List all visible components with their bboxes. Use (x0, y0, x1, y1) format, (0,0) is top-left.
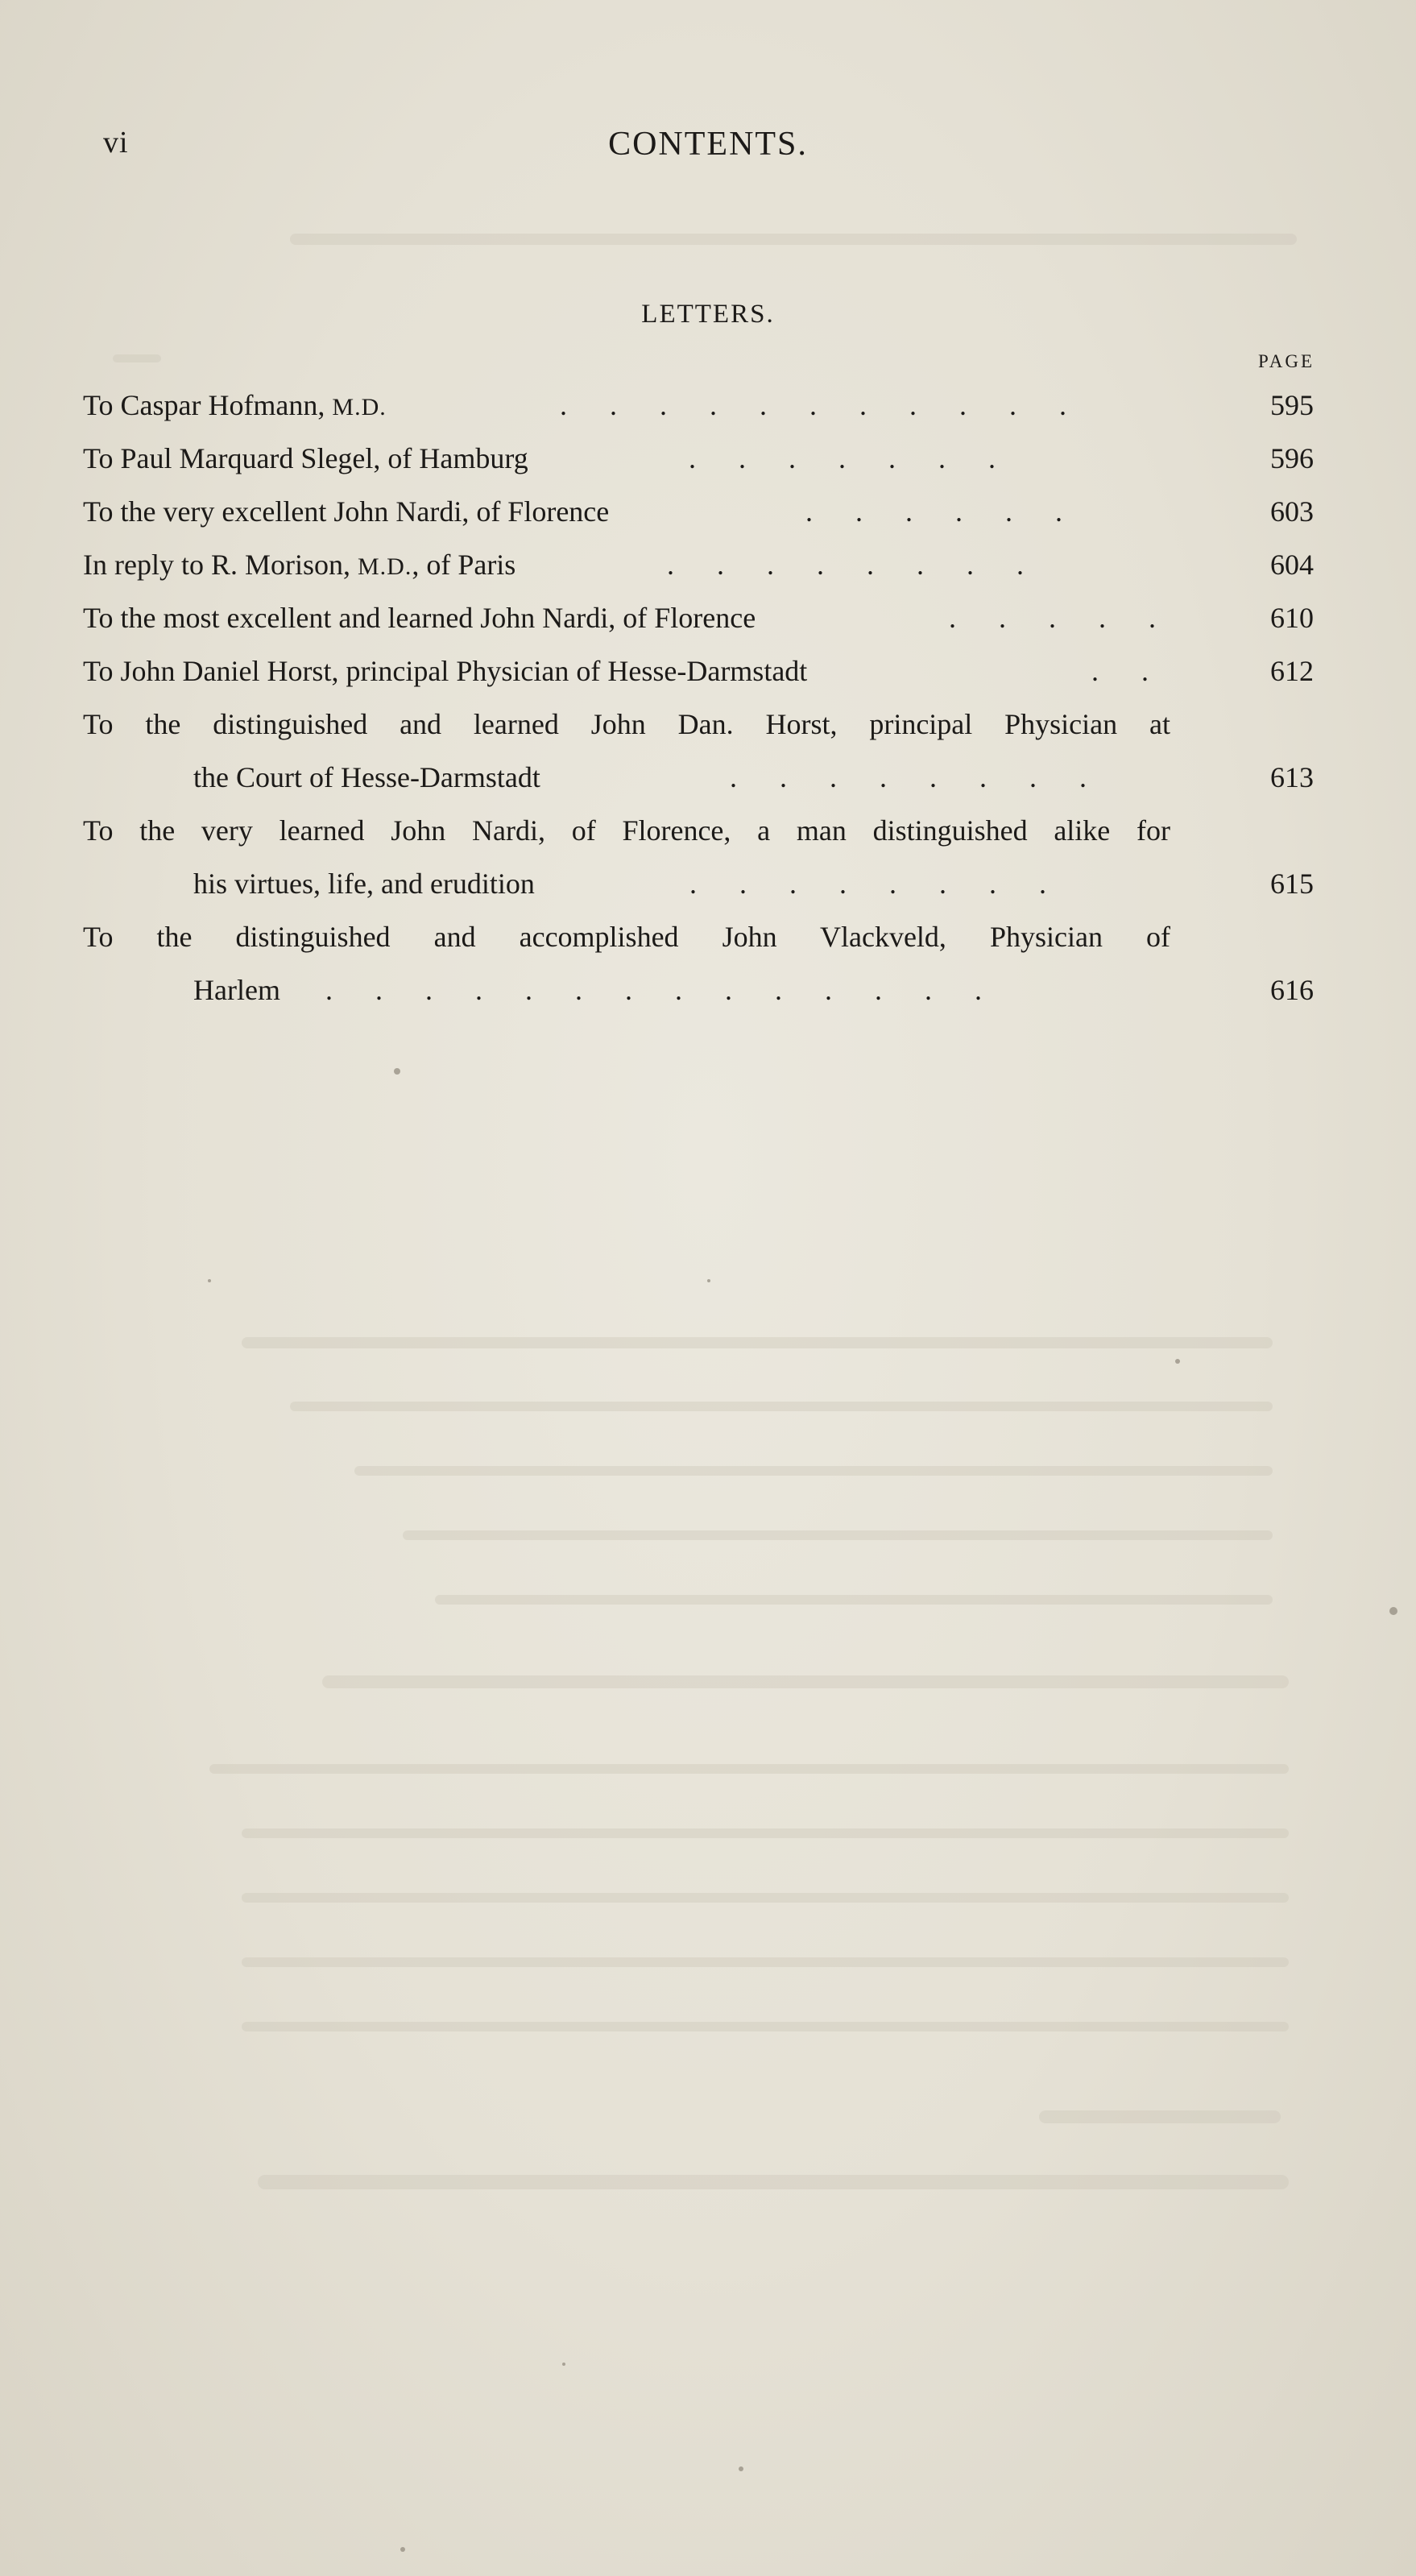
entry-page-number: 595 (1270, 389, 1314, 421)
entry-title: To Paul Marquard Slegel, of Hamburg (83, 442, 528, 474)
entry-page-number: 604 (1270, 549, 1314, 581)
entry-title-line-1: To the distinguished and learned John Dan. Horst, principal Physician at (83, 708, 1170, 740)
toc-entry (83, 379, 1314, 432)
page-column-label: PAGE (1258, 351, 1315, 371)
toc-entry (83, 698, 1314, 804)
entry-title: To John Daniel Horst, principal Physician of Hesse-Darmstadt (83, 655, 808, 687)
entry-title-line-2: the Court of Hesse-Darmstadt (193, 761, 540, 793)
toc-entry (83, 591, 1314, 644)
dot-leader: . . . . . . . . . . . . . . (325, 974, 982, 1006)
entry-page-number: 615 (1270, 868, 1314, 900)
page-number: vi (103, 126, 129, 159)
dot-leader: . . . . . . . . (689, 868, 1046, 900)
table-of-contents (83, 379, 1314, 1017)
dot-leader: . . . . . . . . (730, 761, 1087, 793)
running-head (0, 125, 1416, 173)
dot-leader: . . . . . . (805, 495, 1062, 528)
dot-leader: . . . . . . . (689, 442, 996, 474)
entry-title-line-2: his virtues, life, and erudition (193, 868, 535, 900)
entry-title: To the most excellent and learned John Nardi, of Florence (83, 602, 756, 634)
dot-leader: . . . . . . . . . . . (560, 389, 1066, 421)
entry-page-number: 612 (1270, 655, 1314, 687)
toc-entry (83, 432, 1314, 485)
entry-title-line-2: Harlem (193, 974, 280, 1006)
entry-page-number: 616 (1270, 974, 1314, 1006)
dot-leader: . . (1091, 655, 1149, 687)
dot-leader: . . . . . . . . (667, 549, 1024, 581)
entry-page-number: 613 (1270, 761, 1314, 793)
entry-page-number: 596 (1270, 442, 1314, 474)
entry-title: In reply to R. Morison, M.D., of Paris (83, 549, 516, 581)
entry-title-line-1: To the distinguished and accomplished John Vlackveld, Physician of (83, 921, 1170, 953)
entry-title: To the very excellent John Nardi, of Florence (83, 495, 610, 528)
toc-entry (83, 485, 1314, 538)
toc-entry (83, 538, 1314, 591)
toc-entry (83, 644, 1314, 698)
dot-leader: . . . . . (949, 602, 1156, 634)
toc-entry (83, 910, 1314, 1017)
entry-title: To Caspar Hofmann, M.D. (83, 389, 387, 421)
entry-title-line-1: To the very learned John Nardi, of Florence, a man distinguished alike for (83, 814, 1170, 847)
section-title: LETTERS. (641, 300, 775, 329)
entry-page-number: 610 (1270, 602, 1314, 634)
toc-entry (83, 804, 1314, 910)
entry-page-number: 603 (1270, 495, 1314, 528)
running-head-title: CONTENTS. (608, 126, 808, 163)
